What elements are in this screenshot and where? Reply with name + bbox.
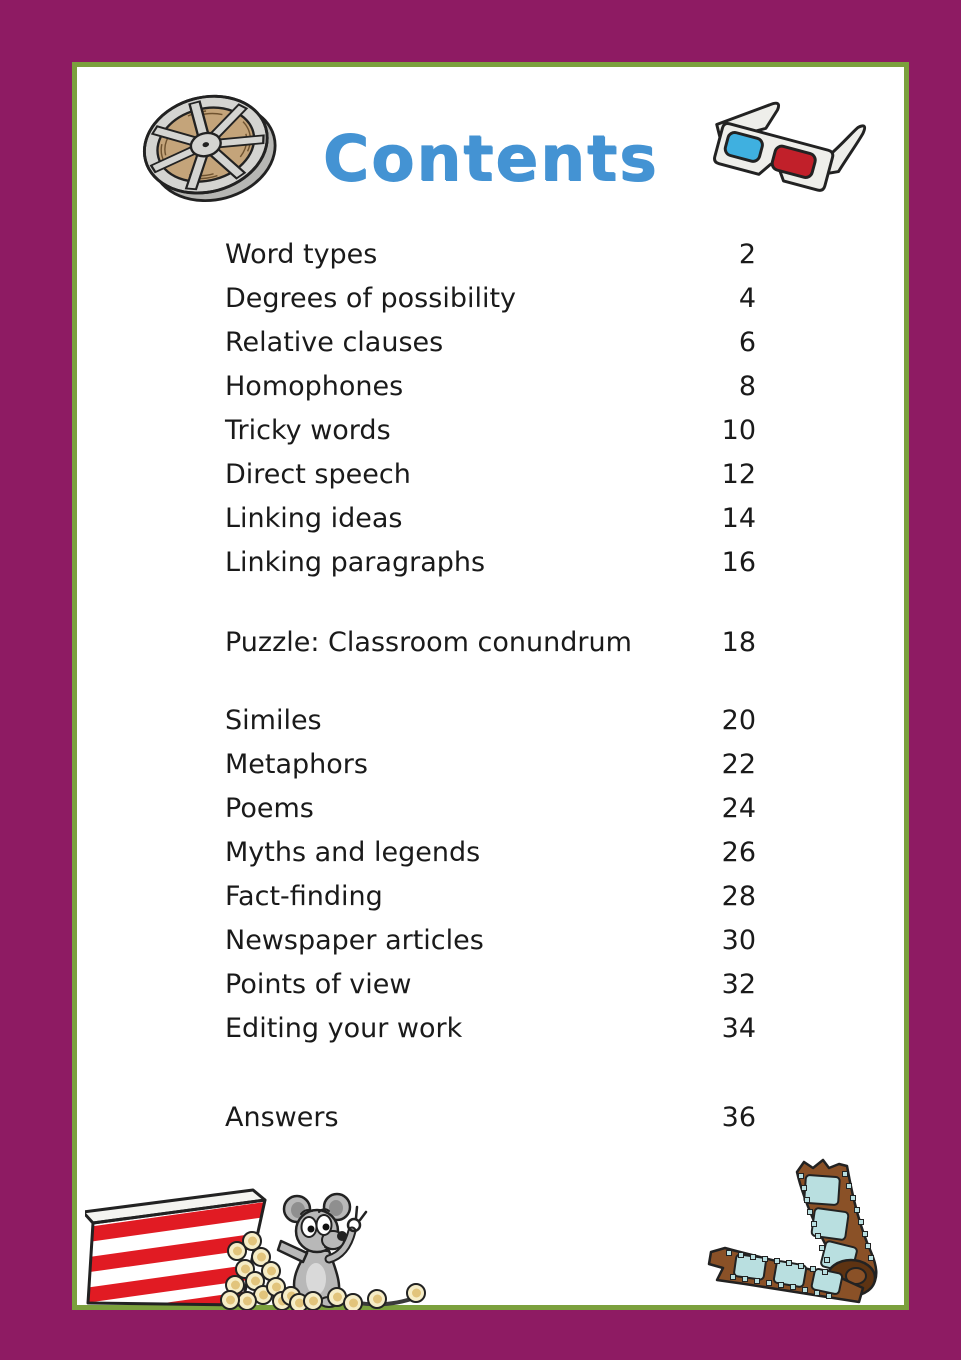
film-reel-icon [137, 89, 282, 207]
toc-row [225, 232, 756, 276]
toc-item-page: 20 [721, 704, 756, 736]
toc-item-label: Word types [225, 238, 378, 270]
toc-row [225, 364, 756, 408]
popcorn-mouse-icon [85, 1183, 430, 1310]
toc-row [225, 408, 756, 452]
toc-row [225, 742, 756, 786]
toc-item-label: Similes [225, 704, 322, 736]
toc-item-page: 14 [721, 502, 756, 534]
toc-item-page: 28 [721, 880, 756, 912]
toc-row [225, 1006, 756, 1050]
toc-row [225, 962, 756, 1006]
toc-row [225, 918, 756, 962]
toc-item-page: 30 [721, 924, 756, 956]
toc-item-label: Newspaper articles [225, 924, 484, 956]
toc-item-page: 10 [721, 414, 756, 446]
toc-item-label: Puzzle: Classroom conundrum [225, 626, 632, 658]
toc-row [225, 320, 756, 364]
film-strip-icon [701, 1150, 906, 1310]
toc-item-page: 2 [738, 238, 756, 270]
toc-item-page: 4 [738, 282, 756, 314]
toc-row [225, 874, 756, 918]
toc-row [225, 540, 756, 584]
toc-item-label: Answers [225, 1101, 339, 1133]
toc-row [225, 786, 756, 830]
table-of-contents [225, 232, 756, 1139]
toc-item-label: Linking ideas [225, 502, 403, 534]
toc-item-label: Direct speech [225, 458, 411, 490]
toc-item-label: Points of view [225, 968, 412, 1000]
toc-item-label: Degrees of possibility [225, 282, 517, 314]
toc-item-page: 32 [721, 968, 756, 1000]
toc-item-page: 24 [721, 792, 756, 824]
3d-glasses-icon [697, 95, 869, 203]
toc-row [225, 830, 756, 874]
toc-item-label: Tricky words [225, 414, 391, 446]
toc-row [225, 496, 756, 540]
toc-item-page: 12 [721, 458, 756, 490]
toc-item-label: Poems [225, 792, 314, 824]
contents-page [72, 62, 909, 1310]
toc-item-label: Editing your work [225, 1012, 463, 1044]
toc-item-page: 16 [721, 546, 756, 578]
toc-item-page: 22 [721, 748, 756, 780]
toc-row [225, 452, 756, 496]
toc-row [225, 620, 756, 664]
toc-item-label: Relative clauses [225, 326, 444, 358]
toc-item-page: 26 [721, 836, 756, 868]
toc-row [225, 276, 756, 320]
toc-item-page: 34 [721, 1012, 756, 1044]
toc-item-label: Metaphors [225, 748, 368, 780]
toc-item-page: 8 [738, 370, 756, 402]
toc-row [225, 1095, 756, 1139]
toc-row [225, 698, 756, 742]
toc-item-page: 36 [721, 1101, 756, 1133]
page-title: Contents [322, 122, 659, 195]
toc-item-label: Linking paragraphs [225, 546, 486, 578]
toc-item-label: Homophones [225, 370, 404, 402]
toc-item-label: Myths and legends [225, 836, 481, 868]
toc-item-label: Fact-finding [225, 880, 383, 912]
toc-item-page: 6 [738, 326, 756, 358]
toc-item-page: 18 [721, 626, 756, 658]
